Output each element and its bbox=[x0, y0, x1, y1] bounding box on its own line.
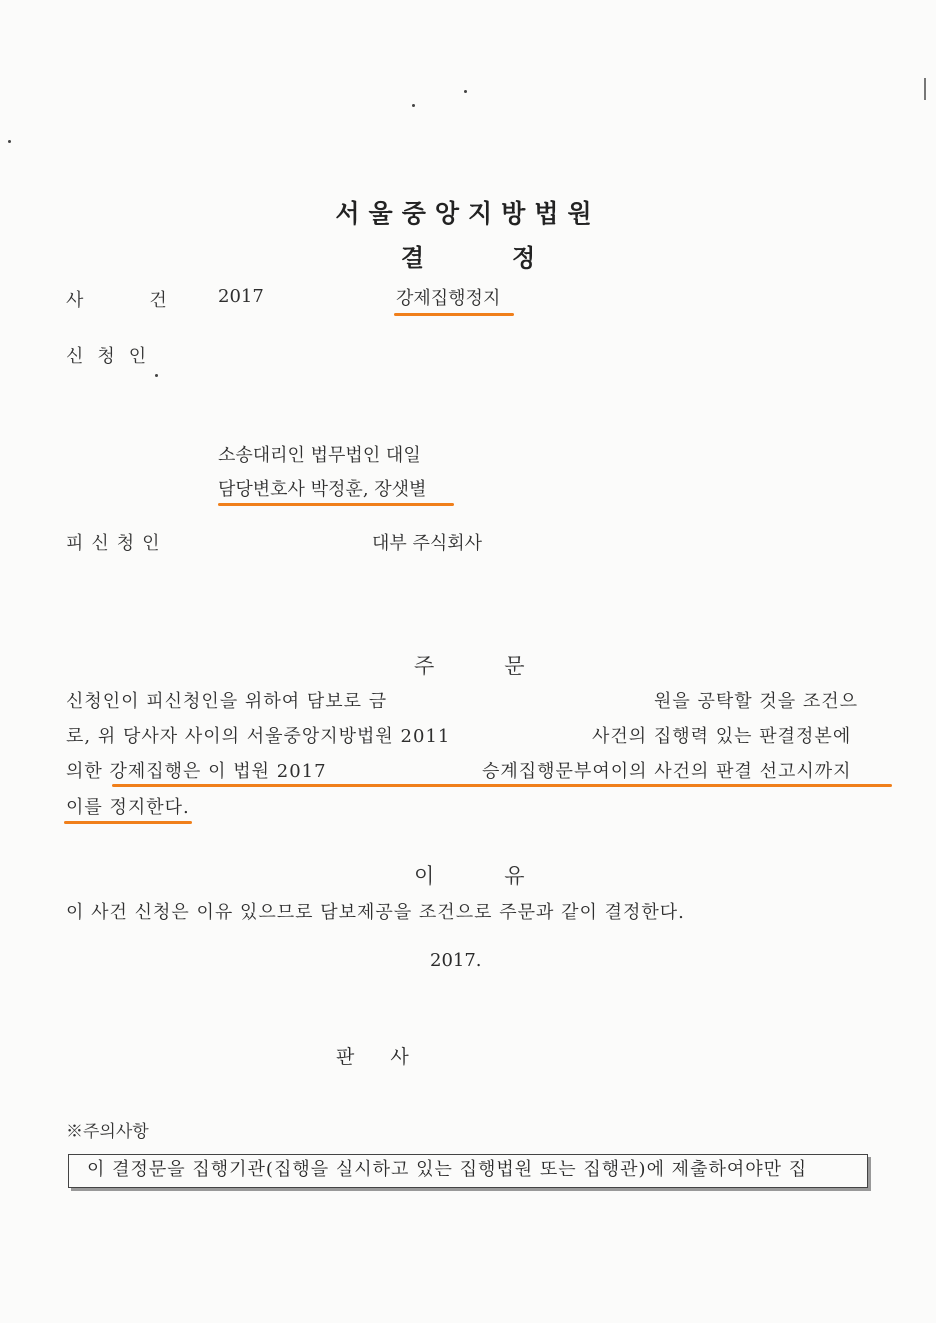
judge-label: 판사 bbox=[336, 1046, 445, 1068]
scan-speck bbox=[412, 104, 415, 107]
caution-label: ※주의사항 bbox=[66, 1122, 149, 1142]
scan-speck bbox=[8, 140, 11, 143]
scan-edge-mark bbox=[924, 78, 926, 100]
order-line1-b: 원을 공탁할 것을 조건으 bbox=[654, 691, 859, 712]
document-title: 결정 bbox=[400, 243, 624, 272]
order-line2-b: 사건의 집행력 있는 판결정본에 bbox=[592, 726, 852, 747]
highlight-case-name bbox=[394, 313, 514, 316]
scan-speck bbox=[155, 374, 158, 377]
order-heading: 주문 bbox=[414, 654, 595, 678]
court-name: 서울중앙지방법원 bbox=[335, 199, 601, 228]
order-line3-a: 의한 강제집행은 이 법원 2017 bbox=[66, 761, 327, 782]
respondent-label: 피신청인 bbox=[66, 533, 168, 554]
reason-heading: 이유 bbox=[414, 864, 595, 888]
order-line3-b: 승계집행문부여이의 사건의 판결 선고시까지 bbox=[482, 761, 852, 782]
respondent-name: 대부 주식회사 bbox=[372, 533, 483, 554]
order-line4: 이를 정지한다. bbox=[66, 797, 190, 818]
order-line2-a: 로, 위 당사자 사이의 서울중앙지방법원 2011 bbox=[66, 726, 451, 747]
highlight-order-line3 bbox=[112, 784, 892, 787]
order-line1-a: 신청인이 피신청인을 위하여 담보로 금 bbox=[66, 691, 388, 712]
reason-text: 이 사건 신청은 이유 있으므로 담보제공을 조건으로 주문과 같이 결정한다. bbox=[66, 902, 685, 923]
case-name: 강제집행정지 bbox=[396, 288, 501, 309]
applicant-label: 신청인 bbox=[66, 346, 161, 367]
case-number: 2017 bbox=[218, 286, 264, 307]
decision-date: 2017. bbox=[430, 950, 482, 971]
highlight-order-line4 bbox=[64, 821, 192, 824]
applicant-agent-firm: 소송대리인 법무법인 대일 bbox=[218, 445, 421, 466]
scan-speck bbox=[464, 90, 467, 93]
applicant-attorneys: 담당변호사 박정훈, 장샛별 bbox=[218, 479, 427, 500]
caution-notice-box: 이 결정문을 집행기관(집행을 실시하고 있는 집행법원 또는 집행관)에 제출하여야만 집 bbox=[68, 1154, 868, 1188]
case-label: 사건 bbox=[66, 290, 233, 311]
highlight-attorneys bbox=[218, 503, 454, 506]
